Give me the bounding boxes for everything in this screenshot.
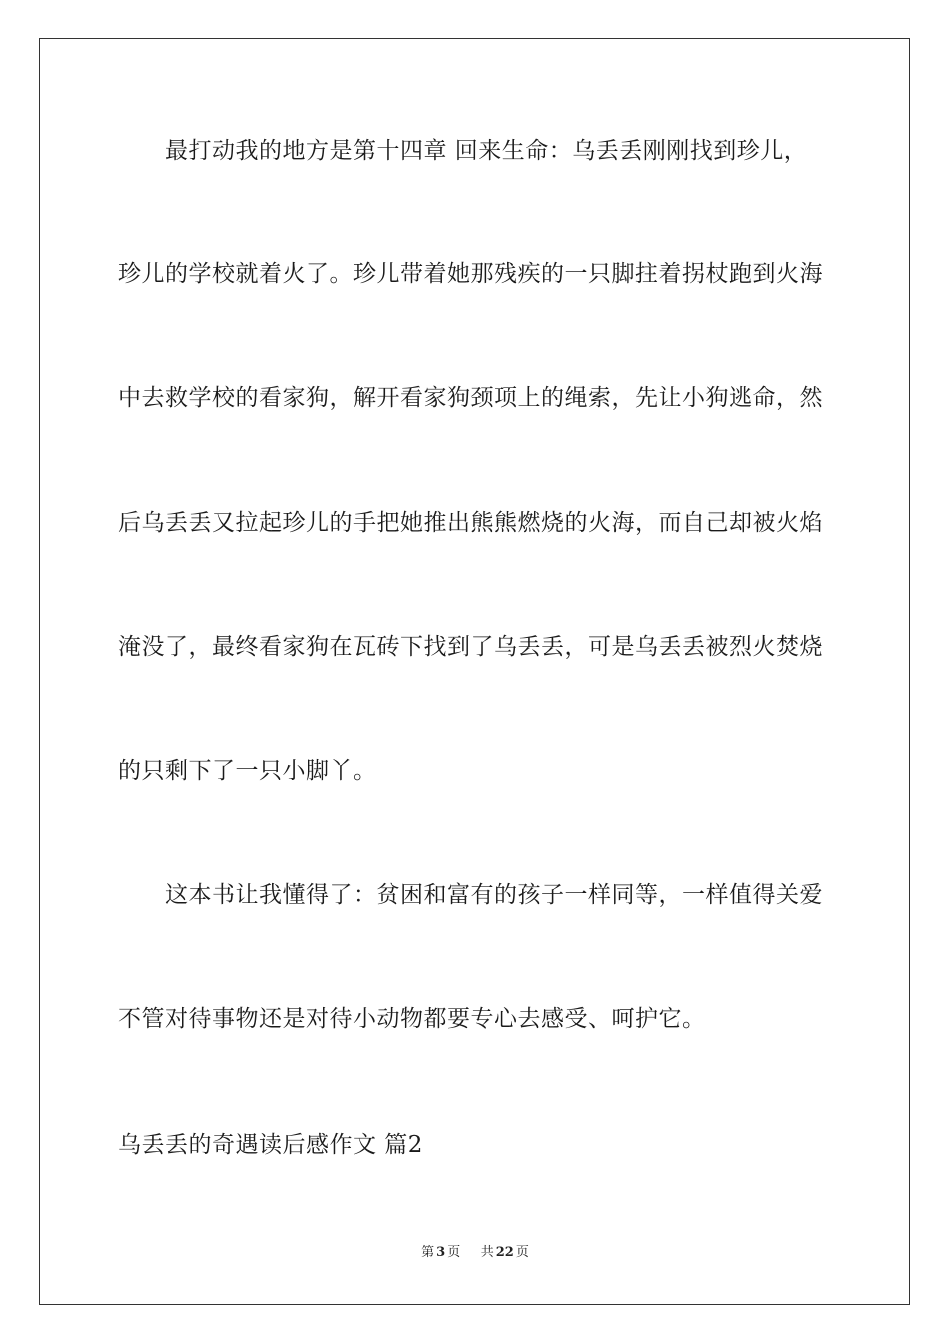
paragraph-1-line-6: 的只剩下了一只小脚丫。	[118, 758, 377, 784]
footer-page-total: 22	[495, 1245, 514, 1260]
footer-page-suffix: 页	[447, 1245, 461, 1260]
paragraph-1-line-2: 珍儿的学校就着火了。珍儿带着她那残疾的一只脚拄着拐杖跑到火海	[118, 261, 823, 287]
paragraph-1-line-5: 淹没了，最终看家狗在瓦砖下找到了乌丢丢，可是乌丢丢被烈火焚烧	[118, 634, 823, 660]
paragraph-1-line-4: 后乌丢丢又拉起珍儿的手把她推出熊熊燃烧的火海，而自己却被火焰	[118, 510, 823, 536]
paragraph-2-line-2: 不管对待事物还是对待小动物都要专心去感受、呵护它。	[118, 1006, 706, 1032]
page-footer	[0, 1244, 950, 1262]
page-border	[39, 38, 910, 1305]
paragraph-1-line-1: 最打动我的地方是第十四章 回来生命：乌丢丢刚刚找到珍儿，	[165, 138, 808, 164]
footer-page-prefix: 第	[421, 1245, 435, 1260]
paragraph-2-line-1: 这本书让我懂得了：贫困和富有的孩子一样同等，一样值得关爱	[165, 882, 823, 908]
paragraph-1-line-3: 中去救学校的看家狗，解开看家狗颈项上的绳索，先让小狗逃命，然	[118, 385, 823, 411]
footer-total-prefix: 共	[480, 1245, 494, 1260]
section-heading: 乌丢丢的奇遇读后感作文 篇2	[118, 1132, 423, 1158]
footer-total-suffix: 页	[515, 1245, 529, 1260]
footer-page-current: 3	[436, 1245, 446, 1260]
